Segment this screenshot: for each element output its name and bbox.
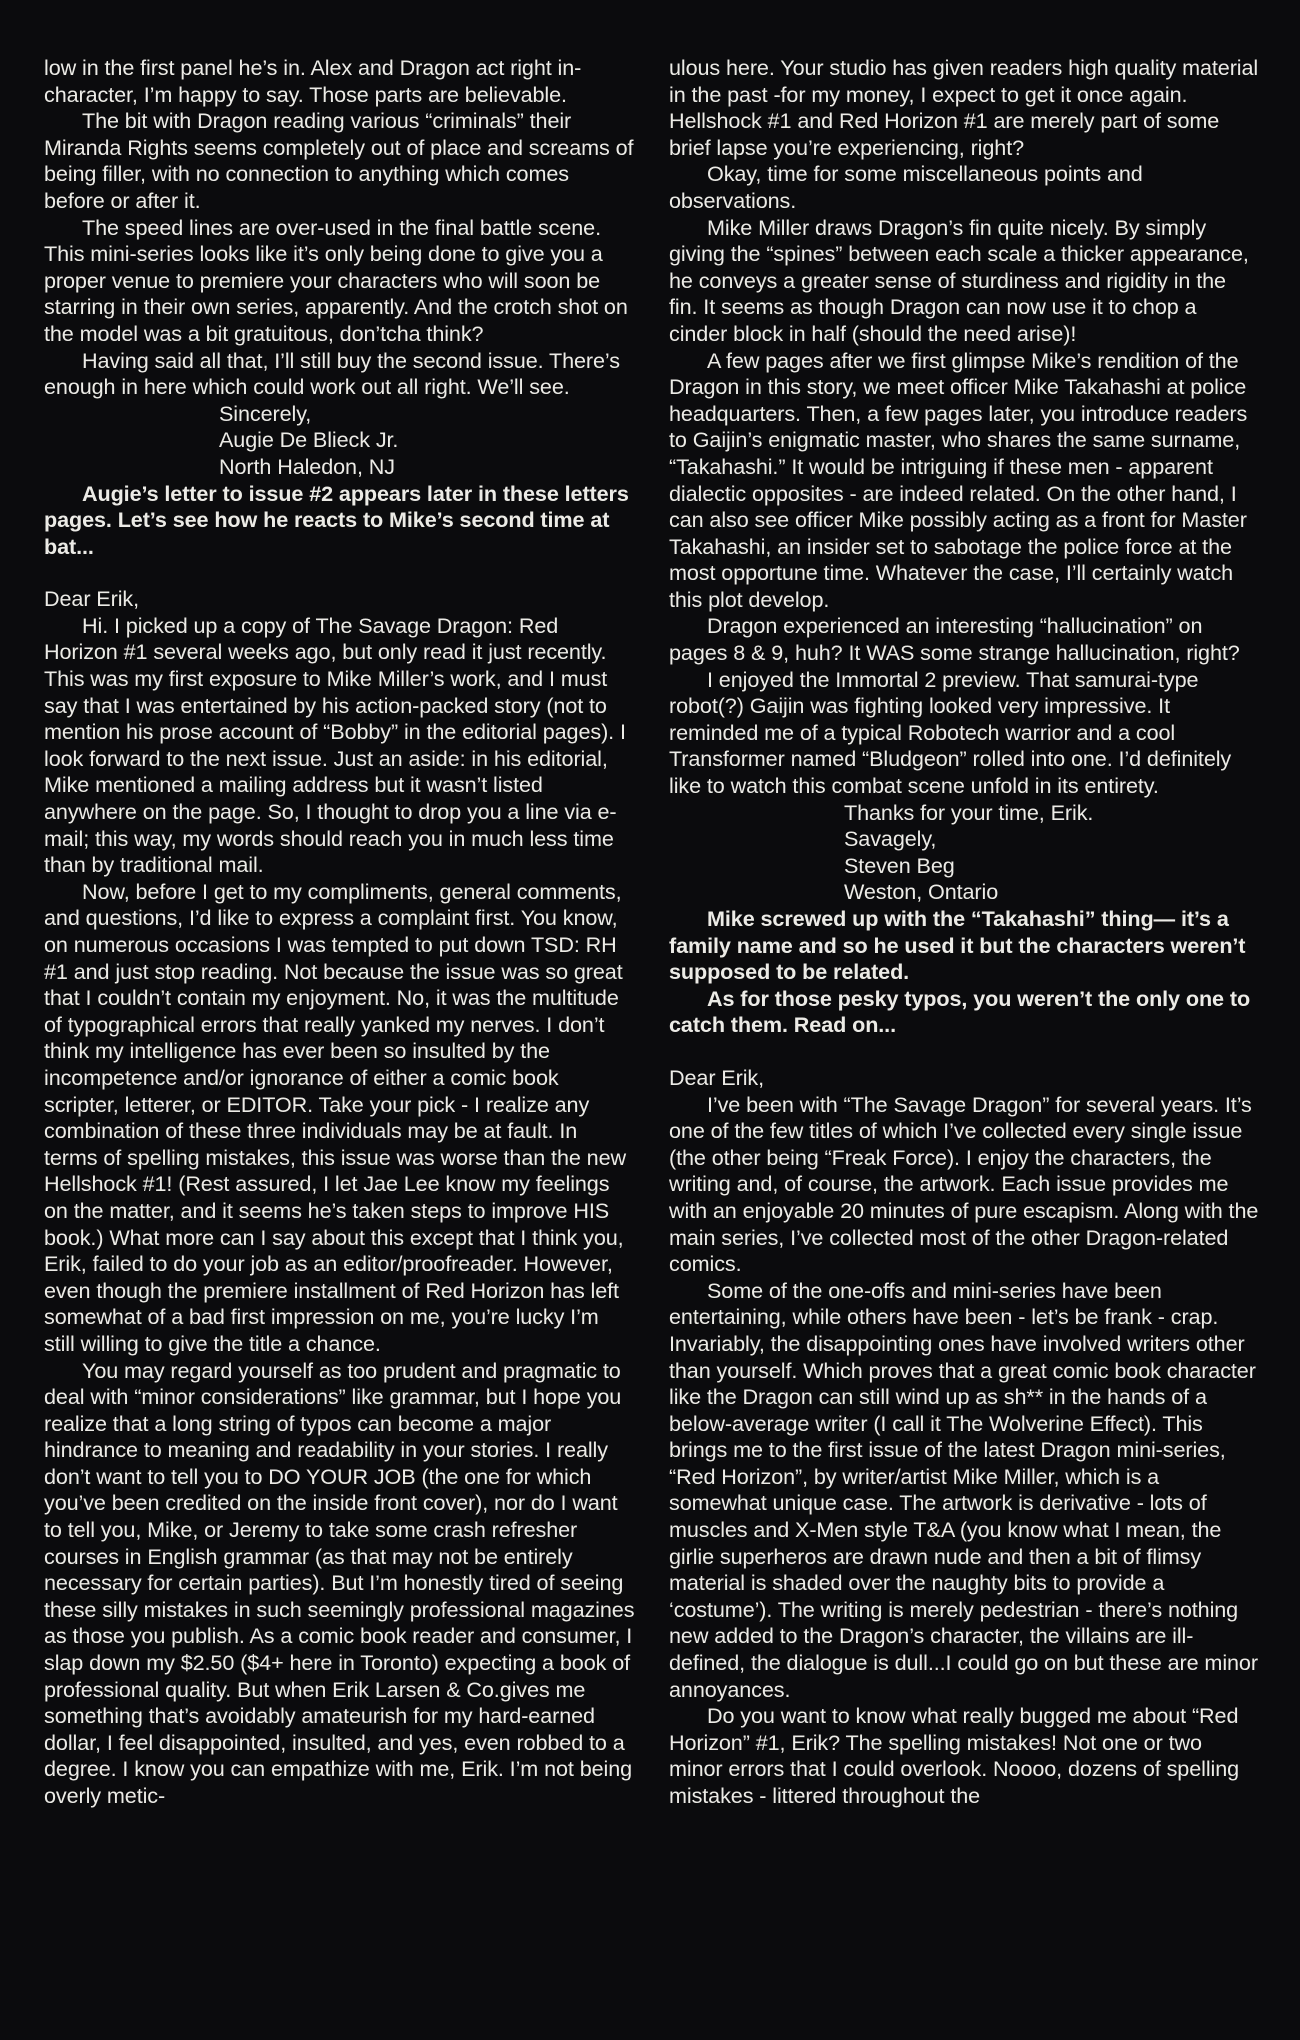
signature-name: Augie De Blieck Jr. — [219, 427, 399, 453]
signature-closing: Sincerely, — [219, 400, 312, 426]
letter-paragraph: I’ve been with “The Savage Dragon” for several years. It’s one of the few titles of which I’ve collected every single issue (the other being “Freak Force). I enjoy the characters, the writing and, of course, the artwork. Each issue provides me with an enjoyable 20 minutes of pure escapism. Along with the main series, I’ve collected most of the other Dragon-related comics. — [669, 1091, 1259, 1277]
signature-closing: Savagely, — [844, 826, 937, 852]
signature-location: North Haledon, NJ — [219, 453, 395, 479]
letter-paragraph: Dragon experienced an interesting “hallucination” on pages 8 & 9, huh? It WAS some strange hallucination, right? — [669, 613, 1240, 666]
letter-paragraph: The bit with Dragon reading various “criminals” their Miranda Rights seems completely out of place and screams of being filler, with no connection to anything which comes before or after it. — [44, 108, 634, 213]
letter-paragraph: low in the first panel he’s in. Alex and Dragon act right in-character, I’m happy to say. Those parts are believable. — [44, 55, 582, 107]
letter-paragraph: Okay, time for some miscellaneous points and observations. — [669, 161, 1143, 213]
letter-paragraph: Some of the one-offs and mini-series have been entertaining, while others have been - let’s be frank - crap. Invariably, the disappointing ones have involved writers other than yourself. Which proves that a great comic book character like the Dragon can still wind up as sh** in the hands of a below-average writer (I call it The Wolverine Effect). This brings me to the first issue of the latest Dragon mini-series, “Red Horizon”, by writer/artist Mike Miller, which is a somewhat unique case. The artwork is derivative - lots of muscles and X-Men style T&A (you know what I mean, the girlie superheros are drawn nude and then a bit of flimsy material is shaded over the naughty bits to provide a ‘costume’). The writing is merely pedestrian - there’s nothing new added to the Dragon’s character, the villains are ill-defined, the dialogue is dull...I could go on but these are minor annoyances. — [669, 1277, 1258, 1702]
right-column — [669, 55, 1260, 2040]
signature-location: Weston, Ontario — [844, 879, 999, 905]
signature-closing: Thanks for your time, Erik. — [844, 799, 1094, 825]
letter-paragraph: A few pages after we first glimpse Mike’s rendition of the Dragon in this story, we meet officer Mike Takahashi at police headquarters. Then, a few pages later, you introduce readers to Gaijin’s enigmatic master, who shares the same surname, “Takahashi.” It would be intriguing if these men - apparent dialectic opposites - are indeed related. On the other hand, I can also see officer Mike possibly acting as a front for Master Takahashi, an insider set to sabotage the police force at the most opportune time. Whatever the case, I’ll certainly watch this plot develop. — [669, 347, 1248, 612]
letter-salutation: Dear Erik, — [669, 1064, 764, 1090]
editor-response: Mike screwed up with the “Takahashi” thing— it’s a family name and so he used it but the characters weren’t supposed to be related. — [669, 906, 1246, 985]
letter-paragraph: You may regard yourself as too prudent and pragmatic to deal with “minor considerations” like grammar, but I hope you realize that a long string of typos can become a major hindrance to meaning and readability in your stories. I really don’t want to tell you to DO YOUR JOB (the one for which you’ve been credited on the inside front cover), nor do I want to tell you, Mike, or Jeremy to take some crash refresher courses in English grammar (as that may not be entirely necessary for certain parties). But I’m honestly tired of seeing these silly mistakes in such seemingly professional magazines as those you publish. As a comic book reader and consumer, I slap down my $2.50 ($4+ here in Toronto) expecting a book of professional quality. But when Erik Larsen & Co.gives me something that’s avoidably amateurish for my hard-earned dollar, I feel disappointed, insulted, and yes, even robbed to a degree. I know you can empathize with me, Erik. I’m not being overly metic- — [44, 1357, 635, 1808]
editor-response: As for those pesky typos, you weren’t the only one to catch them. Read on... — [669, 985, 1251, 1038]
letter-paragraph: Having said all that, I’ll still buy the second issue. There’s enough in here which could work out all right. We’ll see. — [44, 347, 620, 400]
letter-paragraph: Hi. I picked up a copy of The Savage Dragon: Red Horizon #1 several weeks ago, but only read it just recently. This was my first exposure to Mike Miller’s work, and I must say that I was entertained by his action-packed story (not to mention his prose account of “Bobby” in the editorial pages). I look forward to the next issue. Just an aside: in his editorial, Mike mentioned a mailing address but it wasn’t listed anywhere on the page. So, I thought to drop you a line via e-mail; this way, my words should reach you in much less time than by traditional mail. — [44, 612, 626, 878]
editor-response: Augie’s letter to issue #2 appears later in these letters pages. Let’s see how he reacts to Mike’s second time at bat... — [44, 480, 629, 559]
signature-name: Steven Beg — [844, 852, 955, 878]
letter-paragraph: Now, before I get to my compliments, general comments, and questions, I’d like to express a complaint first. You know, on numerous occasions I was tempted to put down TSD: RH #1 and just stop reading. Not because the issue was so great that I couldn’t contain my enjoyment. No, it was the multitude of typographical errors that really yanked my nerves. I don’t think my intelligence has ever been so insulted by the incompetence and/or ignorance of either a comic book scripter, letterer, or EDITOR. Take your pick - I realize any combination of these three individuals may be at fault. In terms of spelling mistakes, this issue was worse than the new Hellshock #1! (Rest assured, I let Jae Lee know my feelings on the matter, and it seems he’s taken steps to improve HIS book.) What more can I say about this except that I think you, Erik, failed to do your job as an editor/proofreader. However, even though the premiere installment of Red Horizon has left somewhat of a bad first impression on me, you’re lucky I’m still willing to give the title a chance. — [44, 878, 626, 1356]
letter-paragraph: Mike Miller draws Dragon’s fin quite nicely. By simply giving the “spines” between each scale a thicker appearance, he conveys a greater sense of sturdiness and rigidity in the fin. It seems as though Dragon can now use it to chop a cinder block in half (should the need arise)! — [669, 214, 1249, 346]
letter-paragraph: The speed lines are over-used in the final battle scene. This mini-series looks like it’s only being done to give you a proper venue to premiere your characters who will soon be starring in their own series, apparently. And the crotch shot on the model was a bit gratuitous, don’tcha think? — [44, 214, 628, 346]
letter-paragraph: ulous here. Your studio has given readers high quality material in the past -for my money, I expect to get it once again. Hellshock #1 and Red Horizon #1 are merely part of some brief lapse you’re experiencing, right? — [669, 55, 1259, 160]
letter-salutation: Dear Erik, — [44, 586, 139, 612]
letter-paragraph: I enjoyed the Immortal 2 preview. That samurai-type robot(?) Gaijin was fighting looked very impressive. It reminded me of a typical Robotech warrior and a cool Transformer named “Bludgeon” rolled into one. I’d definitely like to watch this combat scene unfold in its entirety. — [669, 666, 1232, 799]
letter-paragraph: Do you want to know what really bugged me about “Red Horizon” #1, Erik? The spelling mistakes! Not one or two minor errors that I could overlook. Noooo, dozens of spelling mistakes - littered throughout the — [669, 1703, 1240, 1808]
left-column — [44, 55, 635, 2040]
